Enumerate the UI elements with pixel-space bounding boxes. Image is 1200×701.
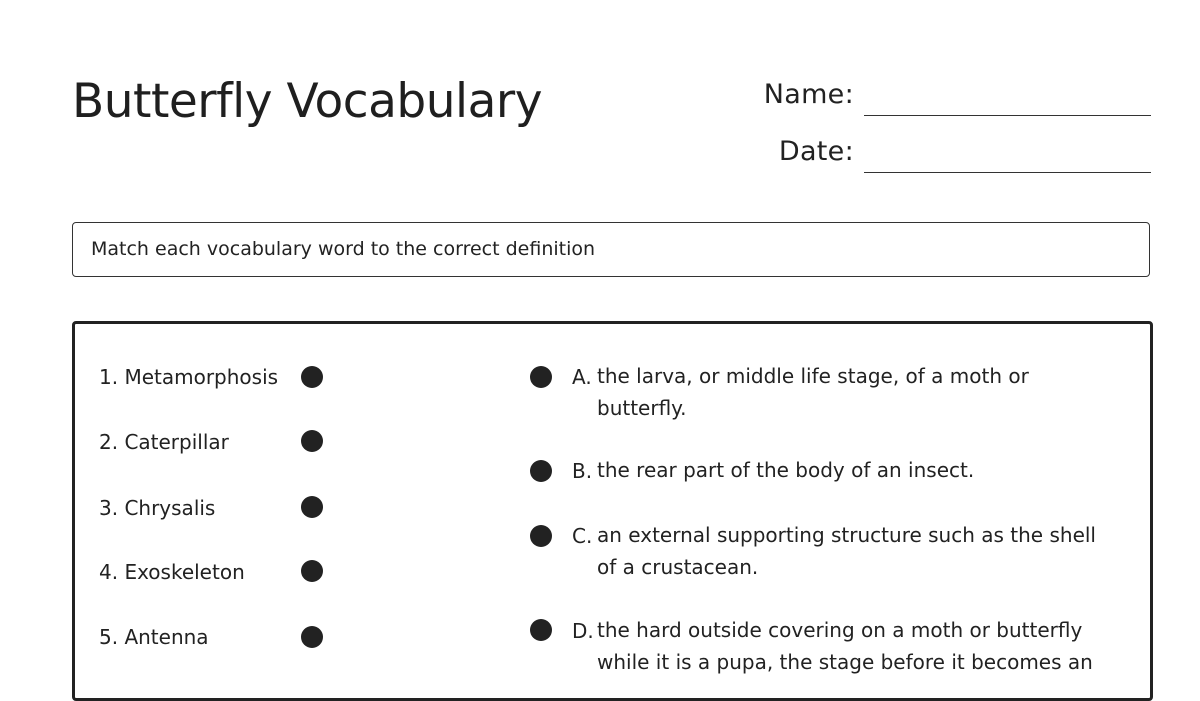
date-field	[640, 136, 854, 168]
definition-match-dot[interactable]	[530, 525, 552, 547]
definition-letter: A.	[572, 365, 592, 389]
name-input-line[interactable]	[864, 115, 1151, 116]
definition-letter: B.	[572, 459, 593, 483]
word-item: 3. Chrysalis	[99, 496, 216, 520]
word-match-dot[interactable]	[301, 496, 323, 518]
definition-text: an external supporting structure such as the shell of a crustacean.	[597, 523, 1096, 579]
instructions-text: Match each vocabulary word to the correct definition	[91, 238, 596, 260]
definition-letter: C.	[572, 524, 593, 548]
definition-text: the hard outside covering on a moth or butterfly while it is a pupa, the stage before it becomes an	[597, 618, 1093, 674]
definition-text: the rear part of the body of an insect.	[597, 458, 975, 482]
word-item: 2. Caterpillar	[99, 430, 229, 454]
definition-text: the larva, or middle life stage, of a moth or butterfly.	[597, 364, 1029, 420]
worksheet-title: Butterfly Vocabulary	[72, 74, 543, 129]
name-label: Name:	[763, 79, 854, 110]
date-input-line[interactable]	[864, 172, 1151, 173]
word-match-dot[interactable]	[301, 366, 323, 388]
definition-letter: D.	[572, 619, 594, 643]
word-match-dot[interactable]	[301, 560, 323, 582]
date-label: Date:	[778, 136, 854, 167]
word-item: 4. Exoskeleton	[99, 560, 245, 584]
word-item: 1. Metamorphosis	[99, 365, 279, 389]
word-match-dot[interactable]	[301, 626, 323, 648]
instructions-box	[72, 222, 1150, 277]
definition-match-dot[interactable]	[530, 460, 552, 482]
name-field	[640, 79, 854, 111]
word-match-dot[interactable]	[301, 430, 323, 452]
definition-match-dot[interactable]	[530, 619, 552, 641]
definition-match-dot[interactable]	[530, 366, 552, 388]
word-item: 5. Antenna	[99, 625, 209, 649]
